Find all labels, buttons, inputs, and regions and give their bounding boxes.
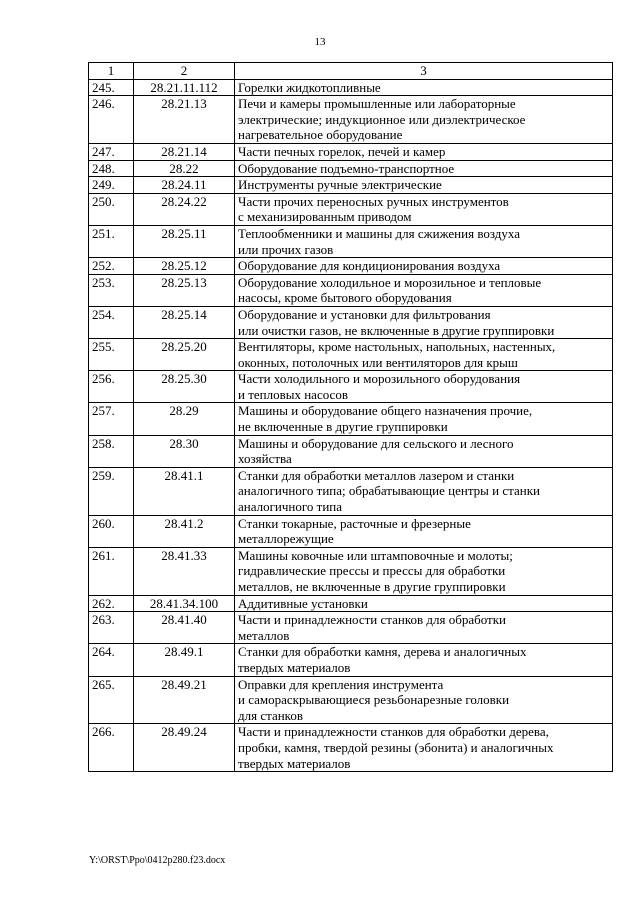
document-table: [88, 62, 613, 772]
column-header-code: 2: [134, 63, 235, 80]
row-number: 245.: [89, 79, 134, 96]
table-row: [89, 676, 613, 724]
row-description: Станки для обработки металлов лазером и станки аналогичного типа; обрабатывающие центры и станки аналогичного типа: [235, 467, 613, 515]
row-description: Машины и оборудование для сельского и лесного хозяйства: [235, 435, 613, 467]
table-row: [89, 339, 613, 371]
row-number: 252.: [89, 258, 134, 275]
table-row: [89, 724, 613, 772]
column-header-description: 3: [235, 63, 613, 80]
row-number: 247.: [89, 143, 134, 160]
row-number: 255.: [89, 339, 134, 371]
row-code: 28.25.20: [134, 339, 235, 371]
table-row: [89, 79, 613, 96]
row-number: 262.: [89, 595, 134, 612]
row-code: 28.21.13: [134, 96, 235, 144]
row-code: 28.25.14: [134, 306, 235, 338]
table-row: [89, 225, 613, 257]
table-row: [89, 143, 613, 160]
row-description: Инструменты ручные электрические: [235, 177, 613, 194]
row-number: 257.: [89, 403, 134, 435]
row-number: 254.: [89, 306, 134, 338]
table-row: [89, 595, 613, 612]
row-number: 258.: [89, 435, 134, 467]
table-row: [89, 644, 613, 676]
row-description: Горелки жидкотопливные: [235, 79, 613, 96]
row-description: Оправки для крепления инструмента и самораскрывающиеся резьбонарезные головки для станков: [235, 676, 613, 724]
row-description: Оборудование холодильное и морозильное и тепловые насосы, кроме бытового оборудования: [235, 274, 613, 306]
table-row: [89, 96, 613, 144]
row-number: 261.: [89, 547, 134, 595]
row-code: 28.25.13: [134, 274, 235, 306]
row-description: Аддитивные установки: [235, 595, 613, 612]
row-code: 28.25.12: [134, 258, 235, 275]
row-code: 28.25.30: [134, 371, 235, 403]
row-description: Части и принадлежности станков для обработки дерева, пробки, камня, твердой резины (эбонита) и аналогичных твердых материалов: [235, 724, 613, 772]
row-code: 28.41.33: [134, 547, 235, 595]
row-code: 28.24.11: [134, 177, 235, 194]
row-description: Вентиляторы, кроме настольных, напольных, настенных, оконных, потолочных или вентиляторов для крыш: [235, 339, 613, 371]
row-description: Теплообменники и машины для сжижения воздуха или прочих газов: [235, 225, 613, 257]
table-row: [89, 467, 613, 515]
row-code: 28.41.40: [134, 612, 235, 644]
table-row: [89, 435, 613, 467]
row-description: Части печных горелок, печей и камер: [235, 143, 613, 160]
table-row: [89, 547, 613, 595]
row-description: Части холодильного и морозильного оборудования и тепловых насосов: [235, 371, 613, 403]
row-code: 28.25.11: [134, 225, 235, 257]
row-description: Машины и оборудование общего назначения прочие, не включенные в другие группировки: [235, 403, 613, 435]
row-number: 246.: [89, 96, 134, 144]
row-code: 28.49.24: [134, 724, 235, 772]
row-number: 248.: [89, 160, 134, 177]
row-description: Печи и камеры промышленные или лабораторные электрические; индукционное или диэлектрическое нагревательное оборудование: [235, 96, 613, 144]
table-row: [89, 371, 613, 403]
row-number: 256.: [89, 371, 134, 403]
row-code: 28.41.34.100: [134, 595, 235, 612]
row-code: 28.21.14: [134, 143, 235, 160]
row-code: 28.21.11.112: [134, 79, 235, 96]
table-row: [89, 258, 613, 275]
footer-file-path: Y:\ORST\Ppo\0412p280.f23.docx: [89, 855, 226, 866]
table-row: [89, 160, 613, 177]
table-row: [89, 515, 613, 547]
row-description: Станки для обработки камня, дерева и аналогичных твердых материалов: [235, 644, 613, 676]
table-row: [89, 177, 613, 194]
row-description: Оборудование подъемно-транспортное: [235, 160, 613, 177]
row-number: 249.: [89, 177, 134, 194]
row-code: 28.29: [134, 403, 235, 435]
row-number: 264.: [89, 644, 134, 676]
row-code: 28.41.2: [134, 515, 235, 547]
row-number: 251.: [89, 225, 134, 257]
row-description: Части и принадлежности станков для обработки металлов: [235, 612, 613, 644]
row-number: 260.: [89, 515, 134, 547]
row-number: 265.: [89, 676, 134, 724]
table-row: [89, 193, 613, 225]
column-header-number: 1: [89, 63, 134, 80]
row-number: 253.: [89, 274, 134, 306]
row-code: 28.30: [134, 435, 235, 467]
row-description: Станки токарные, расточные и фрезерные металлорежущие: [235, 515, 613, 547]
row-number: 259.: [89, 467, 134, 515]
row-number: 266.: [89, 724, 134, 772]
row-number: 250.: [89, 193, 134, 225]
table-row: [89, 306, 613, 338]
row-code: 28.24.22: [134, 193, 235, 225]
row-code: 28.41.1: [134, 467, 235, 515]
row-code: 28.22: [134, 160, 235, 177]
table-row: [89, 403, 613, 435]
row-code: 28.49.21: [134, 676, 235, 724]
row-number: 263.: [89, 612, 134, 644]
table-row: [89, 612, 613, 644]
table-row: [89, 274, 613, 306]
table-header-row: [89, 63, 613, 80]
row-description: Оборудование и установки для фильтрования или очистки газов, не включенные в другие группировки: [235, 306, 613, 338]
page-number: 13: [314, 36, 326, 48]
row-description: Машины ковочные или штамповочные и молоты; гидравлические прессы и прессы для обработки металлов, не включенные в другие группировки: [235, 547, 613, 595]
row-description: Оборудование для кондиционирования воздуха: [235, 258, 613, 275]
row-description: Части прочих переносных ручных инструментов с механизированным приводом: [235, 193, 613, 225]
row-code: 28.49.1: [134, 644, 235, 676]
